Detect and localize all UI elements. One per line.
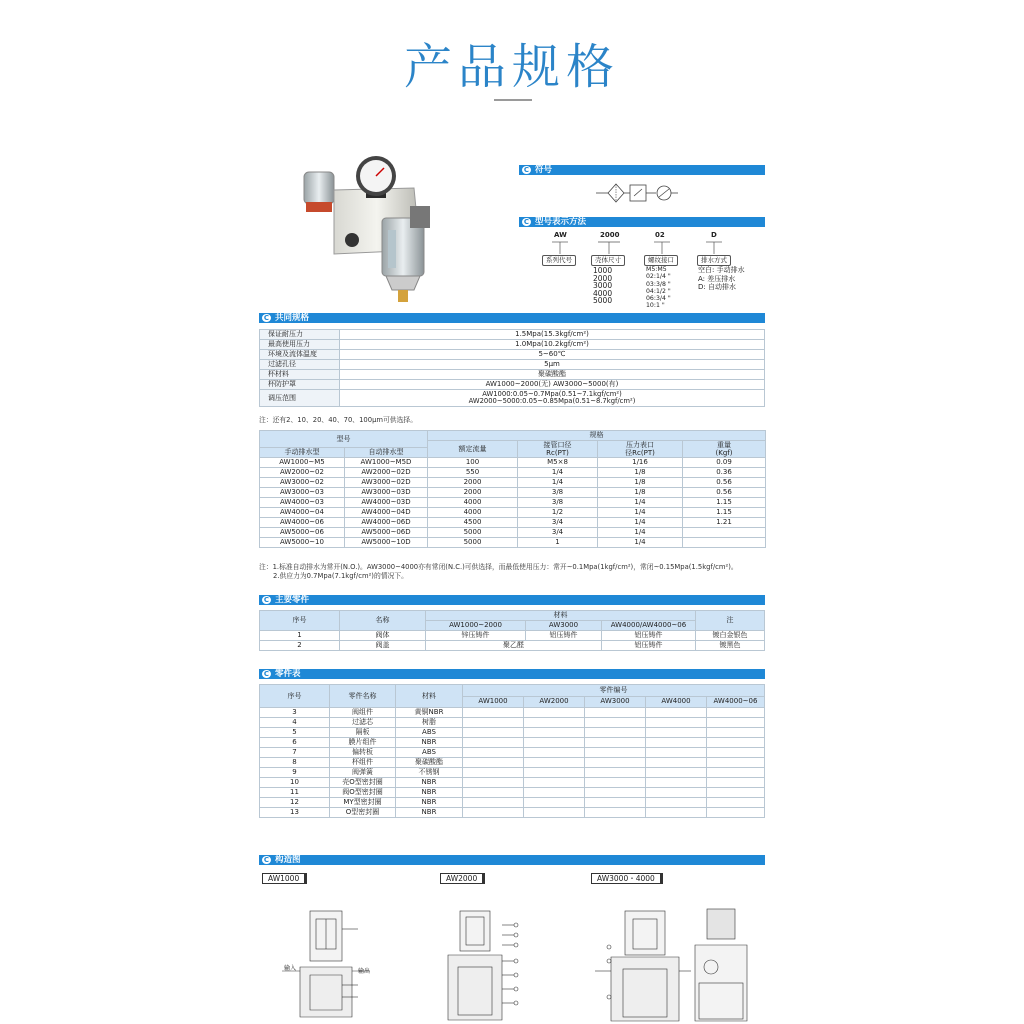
cell: 550 xyxy=(428,468,518,478)
section-bar-structure xyxy=(259,855,765,865)
section-title: 符号 xyxy=(535,165,553,175)
cell: AW3000~02 xyxy=(260,478,345,488)
section-title: 构造图 xyxy=(275,855,301,865)
table-row xyxy=(260,350,765,360)
cell: 4500 xyxy=(428,518,518,528)
cell: AW4000~06D xyxy=(345,518,428,528)
cell: 1/4 xyxy=(598,518,683,528)
header-col: AW4000 xyxy=(646,696,707,708)
diagram-label-aw3000-4000: AW3000・4000 xyxy=(591,873,663,884)
cell: 1/2 xyxy=(518,508,598,518)
cell: 12 xyxy=(260,798,330,808)
cell: AW1000~M5 xyxy=(260,458,345,468)
cell: AW3000~03D xyxy=(345,488,428,498)
header-col: AW2000 xyxy=(524,696,585,708)
cell: NBR xyxy=(396,778,463,788)
header-col: AW1000~2000 xyxy=(426,621,526,631)
header-material: 材料 xyxy=(426,611,696,621)
table-row xyxy=(260,808,765,818)
section-bar-parts-list xyxy=(259,669,765,679)
cell: AW4000~03D xyxy=(345,498,428,508)
cell: AW4000~04 xyxy=(260,508,345,518)
title-divider xyxy=(494,99,532,101)
section-title: 主要零件 xyxy=(275,595,310,605)
cell: 1.15 xyxy=(683,498,766,508)
cell: 杯组件 xyxy=(330,758,396,768)
cell: 9 xyxy=(260,768,330,778)
cell: 13 xyxy=(260,808,330,818)
cell: 阀O型密封圈 xyxy=(330,788,396,798)
header-note: 注 xyxy=(696,611,765,631)
table-row xyxy=(260,641,765,651)
cell: AW3000~03 xyxy=(260,488,345,498)
header-col: AW4000/AW4000~06 xyxy=(602,621,696,631)
header-no: 序号 xyxy=(260,611,340,631)
cell: 过滤芯 xyxy=(330,718,396,728)
pneumatic-symbol xyxy=(596,180,678,206)
spec-value xyxy=(340,390,765,407)
cell: AW5000~06 xyxy=(260,528,345,538)
header-auto: 自动排水型 xyxy=(345,448,428,458)
cell: 壳O型密封圈 xyxy=(330,778,396,788)
cell xyxy=(683,528,766,538)
table-row xyxy=(260,718,765,728)
cell: O型密封圈 xyxy=(330,808,396,818)
model-spec-table xyxy=(259,430,766,548)
section-title: 共同规格 xyxy=(275,313,310,323)
table-row xyxy=(260,478,766,488)
cell: 1 xyxy=(518,538,598,548)
diagram-in-label: 输入 xyxy=(284,965,297,972)
cell: 阀体 xyxy=(340,631,426,641)
table-row xyxy=(260,768,765,778)
model-chip-thread: 螺纹接口 xyxy=(644,255,678,266)
cell: NBR xyxy=(396,798,463,808)
header-material: 材料 xyxy=(396,685,463,708)
section-icon: C xyxy=(523,166,530,174)
table-row xyxy=(260,370,765,380)
cell: 锌压铸件 xyxy=(426,631,526,641)
size-item: 4000 xyxy=(593,288,613,298)
header-name: 零件名称 xyxy=(330,685,396,708)
cell: AW4000~03 xyxy=(260,498,345,508)
section-bar-symbol xyxy=(519,165,765,175)
table-row xyxy=(260,798,765,808)
table-row xyxy=(260,508,766,518)
thread-item: 02:1/4 " xyxy=(646,273,671,281)
cell: 6 xyxy=(260,738,330,748)
spec-label: 杯防护罩 xyxy=(260,380,340,390)
cell: 1/8 xyxy=(598,468,683,478)
header-model: 型号 xyxy=(260,431,428,448)
model-code-size: 2000 xyxy=(600,231,620,239)
cell: M5×8 xyxy=(518,458,598,468)
cell: 树脂 xyxy=(396,718,463,728)
spec-label: 保证耐压力 xyxy=(260,330,340,340)
cell: 1/4 xyxy=(518,478,598,488)
cell: 0.56 xyxy=(683,478,766,488)
thread-item: 06:3/4 " xyxy=(646,295,671,303)
header-col: AW3000 xyxy=(526,621,602,631)
model-code-drain: D xyxy=(711,231,717,239)
header-manual: 手动排水型 xyxy=(260,448,345,458)
drain-item: A: 差压排水 xyxy=(698,274,736,283)
spec-note-1: 注：1.标准自动排水为常开(N.O.)。AW3000~4000亦有常闭(N.C.)可供选择，而最低使用压力：常开~0.1Mpa(1kgf/cm²)，常闭~0.15Mpa(1.5kgf/cm²)。 xyxy=(259,563,738,571)
spec-value: 5~60℃ xyxy=(340,350,765,360)
header-name: 名称 xyxy=(340,611,426,631)
thread-item: 03:3/8 " xyxy=(646,280,671,288)
cell: 1/8 xyxy=(598,488,683,498)
header-col: AW1000 xyxy=(463,696,524,708)
section-icon: C xyxy=(523,218,530,226)
table-row xyxy=(260,728,765,738)
page-title: 产品规格 xyxy=(403,39,620,95)
cell: ABS xyxy=(396,728,463,738)
cell: AW2000~02 xyxy=(260,468,345,478)
table-row xyxy=(260,360,765,370)
cell: 1/4 xyxy=(598,508,683,518)
cell: 3/4 xyxy=(518,528,598,538)
spec-label: 环境及流体温度 xyxy=(260,350,340,360)
table-row xyxy=(260,738,765,748)
cell: 4000 xyxy=(428,508,518,518)
header-gauge: 压力表口 径Rc(PT) xyxy=(598,441,683,458)
cell: 1 xyxy=(260,631,340,641)
cell: 10 xyxy=(260,778,330,788)
cell: AW5000~10 xyxy=(260,538,345,548)
cell: 阀组件 xyxy=(330,708,396,718)
header-weight: 重量 (Kgf) xyxy=(683,441,766,458)
table-row xyxy=(260,778,765,788)
parts-list-table xyxy=(259,684,765,818)
size-list xyxy=(593,267,612,305)
model-chip-drain: 排水方式 xyxy=(697,255,731,266)
cell: 100 xyxy=(428,458,518,468)
cell: 0.09 xyxy=(683,458,766,468)
table-row xyxy=(260,758,765,768)
cell: 5000 xyxy=(428,528,518,538)
section-icon: C xyxy=(263,314,270,322)
spec-label: 调压范围 xyxy=(260,390,340,407)
table-row xyxy=(260,468,766,478)
section-title: 型号表示方法 xyxy=(535,217,587,227)
cell: 4 xyxy=(260,718,330,728)
table-row xyxy=(260,488,766,498)
table-row xyxy=(260,458,766,468)
section-icon: C xyxy=(263,596,270,604)
header-no: 序号 xyxy=(260,685,330,708)
cell: 0.56 xyxy=(683,488,766,498)
cell: 镀黑色 xyxy=(696,641,765,651)
spec-label: 过滤孔径 xyxy=(260,360,340,370)
cell: 聚乙醛 xyxy=(426,641,602,651)
section-bar-common-spec xyxy=(259,313,765,323)
cell: AW4000~06 xyxy=(260,518,345,528)
cell: 0.36 xyxy=(683,468,766,478)
cell: 1/4 xyxy=(598,528,683,538)
cell: AW4000~04D xyxy=(345,508,428,518)
cell: 3/8 xyxy=(518,498,598,508)
cell: 隔板 xyxy=(330,728,396,738)
cell: ABS xyxy=(396,748,463,758)
section-bar-main-parts xyxy=(259,595,765,605)
cell: 2000 xyxy=(428,488,518,498)
table-row xyxy=(260,498,766,508)
size-item: 1000 xyxy=(593,266,613,275)
header-spec: 规格 xyxy=(428,431,766,441)
cell: 5000 xyxy=(428,538,518,548)
cell: 1.15 xyxy=(683,508,766,518)
cell: 膜片组件 xyxy=(330,738,396,748)
cell: 11 xyxy=(260,788,330,798)
header-col: AW3000 xyxy=(585,696,646,708)
header-col: AW4000~06 xyxy=(707,696,765,708)
table-row xyxy=(260,748,765,758)
cell: NBR xyxy=(396,808,463,818)
cell: 3/4 xyxy=(518,518,598,528)
cell: NBR xyxy=(396,738,463,748)
header-flow: 额定流量 xyxy=(428,441,518,458)
drain-item: 空白: 手动排水 xyxy=(698,266,745,274)
spec-value: 1.5Mpa(15.3kgf/cm²) xyxy=(340,330,765,340)
cell: 1/16 xyxy=(598,458,683,468)
cell: 聚碳酸酯 xyxy=(396,758,463,768)
model-chip-series: 系列代号 xyxy=(542,255,576,266)
cell: AW3000~02D xyxy=(345,478,428,488)
thread-item: 10:1 " xyxy=(646,302,665,310)
spec-value: 聚碳酸酯 xyxy=(340,370,765,380)
cell: 7 xyxy=(260,748,330,758)
diagram-out-label: 输出 xyxy=(358,968,371,975)
cell: 1/8 xyxy=(598,478,683,488)
structure-diagram-aw3000-4000 xyxy=(595,905,775,1024)
diagram-label-aw2000: AW2000 xyxy=(440,873,485,884)
cell: 1/4 xyxy=(598,498,683,508)
main-parts-table xyxy=(259,610,765,651)
spec-value: 5μm xyxy=(340,360,765,370)
diagram-label-aw1000: AW1000 xyxy=(262,873,307,884)
section-icon: C xyxy=(263,856,270,864)
spec-label: 最高使用压力 xyxy=(260,340,340,350)
cell: NBR xyxy=(396,788,463,798)
cell: 2 xyxy=(260,641,340,651)
cell: 3 xyxy=(260,708,330,718)
table-row xyxy=(260,518,766,528)
table-row xyxy=(260,380,765,390)
thread-item: 04:1/2 " xyxy=(646,287,671,295)
cell: MY型密封圈 xyxy=(330,798,396,808)
range-line-2: AW2000~5000:0.05~0.85Mpa(0.51~8.7kgf/cm²) xyxy=(468,397,636,405)
cell: 1.21 xyxy=(683,518,766,528)
section-icon: C xyxy=(263,670,270,678)
thread-item: M5:M5 xyxy=(646,266,667,273)
spec-note-2: 2.供应力为0.7Mpa(7.1kgf/cm²)的情况下。 xyxy=(273,572,408,580)
size-item: 5000 xyxy=(593,296,613,306)
common-spec-note: 注：还有2、10、20、40、70、100μm可供选择。 xyxy=(259,416,417,424)
header-partno: 零件编号 xyxy=(463,685,765,697)
cell: AW5000~10D xyxy=(345,538,428,548)
cell: 5 xyxy=(260,728,330,738)
cell: 1/4 xyxy=(518,468,598,478)
table-row xyxy=(260,788,765,798)
cell: 铝压铸件 xyxy=(526,631,602,641)
spec-label: 杯材料 xyxy=(260,370,340,380)
size-item: 2000 xyxy=(593,273,613,283)
cell: 3/8 xyxy=(518,488,598,498)
cell: 铝压铸件 xyxy=(602,631,696,641)
structure-diagram-aw2000 xyxy=(440,905,540,1024)
common-spec-table xyxy=(259,329,765,407)
drain-list xyxy=(698,266,745,292)
cell: AW5000~06D xyxy=(345,528,428,538)
cell: 不锈钢 xyxy=(396,768,463,778)
cell: AW2000~02D xyxy=(345,468,428,478)
product-image xyxy=(294,150,462,310)
size-item: 3000 xyxy=(593,281,613,291)
section-bar-model-code xyxy=(519,217,765,227)
model-code-connectors xyxy=(540,240,740,256)
table-row xyxy=(260,528,766,538)
cell: 黄铜NBR xyxy=(396,708,463,718)
table-row xyxy=(260,340,765,350)
header-port: 接管口径 Rc(PT) xyxy=(518,441,598,458)
cell: 阀盖 xyxy=(340,641,426,651)
table-row xyxy=(260,631,765,641)
table-row xyxy=(260,538,766,548)
table-row xyxy=(260,330,765,340)
spec-value: AW1000~2000(无) AW3000~5000(有) xyxy=(340,380,765,390)
section-title: 零件表 xyxy=(275,669,301,679)
cell: AW1000~M5D xyxy=(345,458,428,468)
spec-value: 1.0Mpa(10.2kgf/cm²) xyxy=(340,340,765,350)
model-code-series: AW xyxy=(554,231,567,239)
model-code-thread: 02 xyxy=(655,231,665,239)
cell xyxy=(683,538,766,548)
thread-list xyxy=(646,266,671,310)
cell: 镀白金银色 xyxy=(696,631,765,641)
cell: 铝压铸件 xyxy=(602,641,696,651)
model-chip-size: 壳体尺寸 xyxy=(591,255,625,266)
table-row xyxy=(260,390,765,407)
cell: 偏转板 xyxy=(330,748,396,758)
cell: 2000 xyxy=(428,478,518,488)
cell: 1/4 xyxy=(598,538,683,548)
range-line-1: AW1000:0.05~0.7Mpa(0.51~7.1kgf/cm²) xyxy=(482,389,622,398)
drain-item: D: 自动排水 xyxy=(698,283,736,291)
cell: 4000 xyxy=(428,498,518,508)
cell: 阀弹簧 xyxy=(330,768,396,778)
cell: 8 xyxy=(260,758,330,768)
table-row xyxy=(260,708,765,718)
